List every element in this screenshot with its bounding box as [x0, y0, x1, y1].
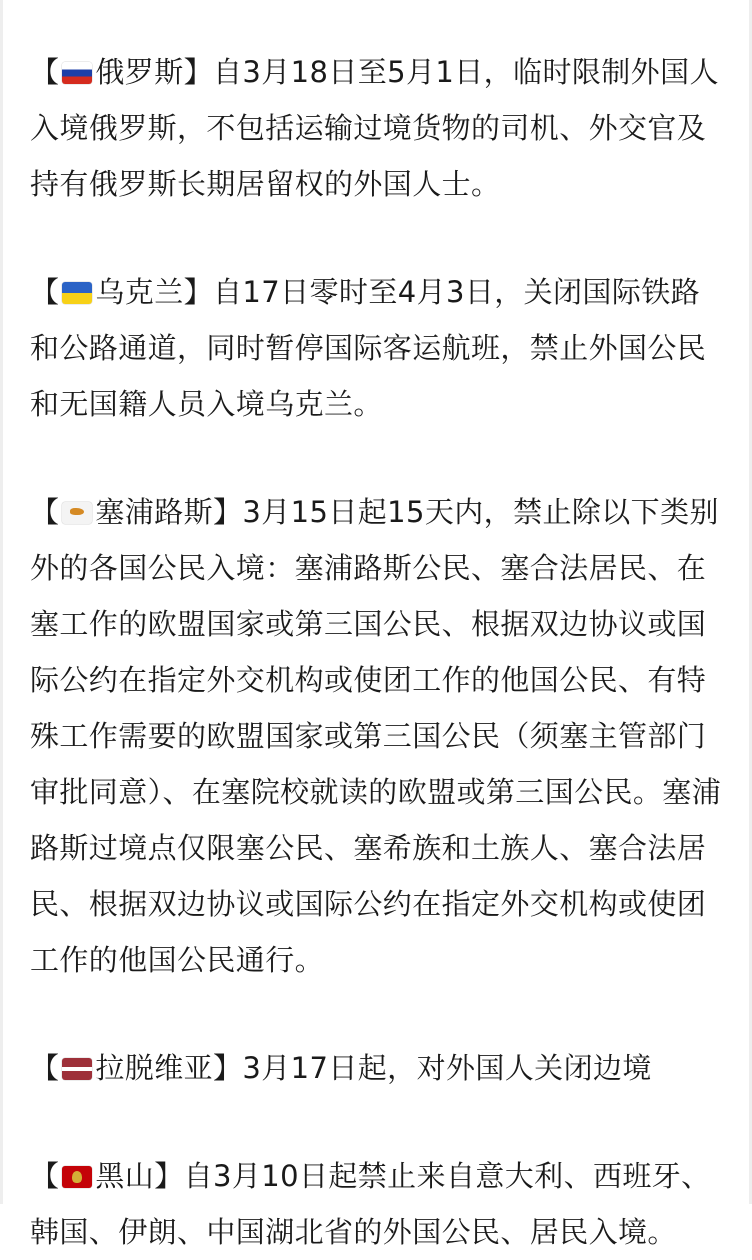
ukraine-flag-icon [62, 282, 92, 304]
article-body [30, 44, 724, 1260]
bracket-close: 】 [183, 275, 214, 309]
bracket-open: 【 [30, 1159, 60, 1193]
paragraph-latvia [30, 1040, 724, 1096]
paragraph-text: 3月15日起15天内，禁止除以下类别外的各国公民入境：塞浦路斯公民、塞合法居民、在塞工作的欧盟国家或第三国公民、根据双边协议或国际公约在指定外交机构或使团工作的他国公民、有特殊工作需要的欧盟国家或第三国公民（须塞主管部门审批同意）、在塞院校就读的欧盟或第三国公民。塞浦路斯过境点仅限塞公民、塞希族和土族人、塞合法居民、根据双边协议或国际公约在指定外交机构或使团工作的他国公民通行。 [30, 495, 722, 977]
paragraph-cyprus [30, 484, 724, 988]
country-name-latvia: 拉脱维亚 [95, 1051, 214, 1085]
bracket-open: 【 [30, 495, 60, 529]
paragraph-text: 3月17日起，对外国人关闭边境 [242, 1051, 652, 1085]
paragraph-text: 自3月10日起禁止来自意大利、西班牙、韩国、伊朗、中国湖北省的外国公民、居民入境。 [30, 1159, 711, 1249]
country-name-russia: 俄罗斯 [95, 55, 184, 89]
bracket-close: 】 [154, 1159, 184, 1193]
bracket-close: 】 [213, 495, 243, 529]
country-name-cyprus: 塞浦路斯 [95, 495, 214, 529]
paragraph-text: 自3月18日至5月1日，临时限制外国人入境俄罗斯，不包括运输过境货物的司机、外交官及持有俄罗斯长期居留权的外国人士。 [30, 55, 719, 201]
left-border [0, 0, 3, 1204]
paragraph-ukraine [30, 264, 724, 432]
bracket-close: 】 [213, 1051, 243, 1085]
russia-flag-icon [62, 62, 92, 84]
country-name-ukraine: 乌克兰 [95, 275, 184, 309]
bracket-open: 【 [30, 55, 60, 89]
paragraph-text: 自17日零时至4月3日，关闭国际铁路和公路通道，同时暂停国际客运航班，禁止外国公民和无国籍人员入境乌克兰。 [30, 275, 707, 421]
latvia-flag-icon [62, 1058, 92, 1080]
bracket-open: 【 [30, 1051, 60, 1085]
bracket-close: 】 [183, 55, 214, 89]
paragraph-russia [30, 44, 724, 212]
bracket-open: 【 [30, 275, 60, 309]
montenegro-flag-icon [62, 1166, 92, 1188]
paragraph-montenegro [30, 1148, 724, 1260]
cyprus-flag-icon [62, 502, 92, 524]
country-name-montenegro: 黑山 [95, 1159, 155, 1193]
